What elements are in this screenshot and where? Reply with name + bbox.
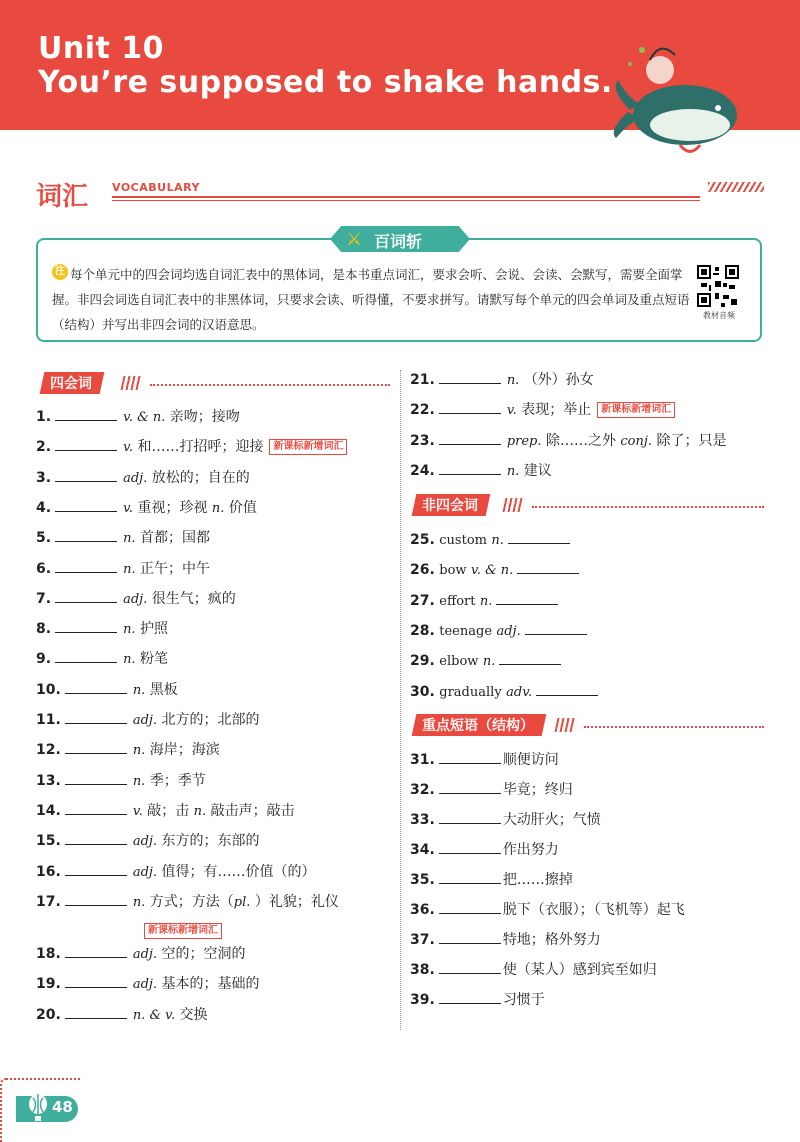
item-number: 9. xyxy=(36,651,52,668)
answer-blank[interactable] xyxy=(65,1005,127,1019)
item-number: 34. xyxy=(410,842,435,858)
english-word: effort xyxy=(439,593,476,609)
vocab-item xyxy=(36,1003,208,1027)
answer-blank[interactable] xyxy=(439,431,501,445)
answer-blank[interactable] xyxy=(65,831,127,845)
item-number: 5. xyxy=(36,530,52,547)
answer-blank[interactable] xyxy=(499,651,561,665)
meaning: 交换 xyxy=(179,1006,208,1023)
meaning: 顺便访问 xyxy=(502,752,559,768)
answer-blank[interactable] xyxy=(55,468,117,482)
non-four-item xyxy=(410,649,567,673)
item-number: 38. xyxy=(410,962,435,978)
part-of-speech: adj. xyxy=(132,977,158,993)
part-of-speech: n. xyxy=(132,894,146,910)
answer-blank[interactable] xyxy=(65,680,127,694)
qr-caption: 教材音频 xyxy=(703,311,735,320)
answer-blank[interactable] xyxy=(55,407,117,421)
answer-blank[interactable] xyxy=(439,930,501,944)
phrase-item xyxy=(410,778,573,802)
balloon-icon xyxy=(26,1094,50,1122)
vocab-item xyxy=(36,799,295,823)
answer-blank[interactable] xyxy=(65,944,127,958)
vocab-item xyxy=(36,435,347,459)
non-four-item xyxy=(410,528,576,552)
answer-blank[interactable] xyxy=(439,370,501,384)
header-rule-thin xyxy=(112,200,700,201)
part-of-speech: n. xyxy=(123,531,136,547)
note-tab-label: 百词斩 xyxy=(374,232,423,251)
answer-blank[interactable] xyxy=(508,530,570,544)
answer-blank[interactable] xyxy=(439,400,501,414)
meaning: 东方的；东部的 xyxy=(161,833,260,850)
tag-bars xyxy=(555,718,578,732)
item-number: 22. xyxy=(410,402,435,419)
meaning: 首都；国都 xyxy=(140,530,211,547)
vocab-item xyxy=(36,496,257,520)
item-number: 23. xyxy=(410,432,435,449)
part-of-speech: adj. xyxy=(123,591,148,607)
item-number: 29. xyxy=(410,653,435,670)
phrase-item xyxy=(410,868,573,892)
part-of-speech: n. xyxy=(123,561,136,577)
english-word: elbow xyxy=(439,654,479,670)
meaning-2: 敲击声；敲击 xyxy=(210,802,295,819)
meaning-2: 价值 xyxy=(228,499,257,516)
part-of-speech: n. xyxy=(123,622,136,638)
item-number: 13. xyxy=(36,772,61,789)
meaning: 亲吻；接吻 xyxy=(169,409,240,425)
part-of-speech: n. xyxy=(482,654,496,670)
item-number: 33. xyxy=(410,812,435,828)
answer-blank[interactable] xyxy=(439,750,501,764)
item-number: 11. xyxy=(36,712,61,728)
page-number: 48 xyxy=(52,1098,73,1116)
item-number: 20. xyxy=(36,1006,61,1023)
meaning: 大动肝火；气愤 xyxy=(502,812,601,828)
answer-blank[interactable] xyxy=(65,974,127,988)
meaning: 毕竟；终归 xyxy=(502,782,573,798)
meaning: 季；季节 xyxy=(149,772,206,789)
non-four-item xyxy=(410,680,604,704)
whale-illustration xyxy=(600,20,750,160)
meaning: 表现；举止 xyxy=(521,402,592,419)
answer-blank[interactable] xyxy=(439,461,501,475)
item-number: 10. xyxy=(36,681,61,698)
vocab-item xyxy=(410,459,552,483)
qr-code-icon[interactable] xyxy=(697,265,739,307)
meaning: 北方的；北部的 xyxy=(161,712,260,728)
part-of-speech: n. xyxy=(479,593,493,609)
answer-blank[interactable] xyxy=(55,589,117,603)
vocab-item xyxy=(410,398,675,422)
item-number: 28. xyxy=(410,622,435,639)
meaning: 海岸；海滨 xyxy=(149,742,220,759)
column-divider xyxy=(400,370,401,1030)
answer-blank[interactable] xyxy=(517,560,579,574)
item-number: 35. xyxy=(410,872,435,888)
unit-subtitle: You’re supposed to shake hands. xyxy=(38,65,613,100)
answer-blank[interactable] xyxy=(439,810,501,824)
answer-blank[interactable] xyxy=(55,619,117,633)
part-of-speech: adj. xyxy=(123,470,148,486)
part-of-speech-2: pl. xyxy=(233,894,251,910)
item-number: 31. xyxy=(410,752,435,768)
item-number: 3. xyxy=(36,469,52,486)
answer-blank[interactable] xyxy=(536,682,598,696)
part-of-speech: adj. xyxy=(132,713,158,728)
meaning: 重视；珍视 xyxy=(137,499,208,516)
vocab-item xyxy=(410,368,594,392)
answer-blank[interactable] xyxy=(439,900,501,914)
part-of-speech: adj. xyxy=(132,947,158,963)
note-dotted-right xyxy=(478,238,678,240)
vocab-item xyxy=(36,678,178,702)
item-number: 26. xyxy=(410,562,435,579)
new-vocab-badge: 新课标新增词汇 xyxy=(597,402,675,418)
vocab-item xyxy=(36,860,316,884)
item-number: 21. xyxy=(410,372,435,388)
meaning: 值得；有……价值（的） xyxy=(161,863,316,880)
part-of-speech: n. xyxy=(132,743,146,759)
vocab-item xyxy=(36,647,168,671)
note-dotted-left xyxy=(230,238,322,240)
answer-blank[interactable] xyxy=(55,649,117,663)
meaning: 护照 xyxy=(140,621,169,638)
answer-blank[interactable] xyxy=(439,870,501,884)
non-four-item xyxy=(410,589,564,613)
answer-blank[interactable] xyxy=(439,960,501,974)
phrase-item xyxy=(410,988,545,1012)
part-of-speech: adj. xyxy=(496,623,521,639)
answer-blank[interactable] xyxy=(65,862,127,876)
non-four-item xyxy=(410,558,585,582)
section-four-skill: 四会词 xyxy=(40,372,105,394)
meaning: 空的；空洞的 xyxy=(161,946,246,963)
phrase-item xyxy=(410,928,601,952)
unit-title xyxy=(38,32,613,100)
meaning-2: ）礼貌；礼仪 xyxy=(254,893,339,910)
vocabulary-title-zh: 词汇 xyxy=(36,182,89,212)
part-of-speech: v. xyxy=(123,500,133,516)
item-number: 27. xyxy=(410,592,435,609)
part-of-speech: n. xyxy=(132,682,146,698)
tag-dotted-line xyxy=(532,506,764,508)
part-of-speech-2: n. xyxy=(211,500,225,516)
answer-blank[interactable] xyxy=(439,990,501,1004)
vocab-item xyxy=(36,890,339,914)
meaning: 基本的；基础的 xyxy=(161,976,260,993)
item-number: 4. xyxy=(36,499,52,516)
header-stripes xyxy=(708,182,764,192)
note-tab xyxy=(330,226,470,252)
slash-icon: ⚔ xyxy=(346,229,363,250)
part-of-speech: v. xyxy=(132,803,143,819)
item-number: 12. xyxy=(36,742,61,759)
phrase-item xyxy=(410,838,559,862)
vocab-item xyxy=(36,972,260,996)
vocab-item xyxy=(36,557,210,581)
item-number: 36. xyxy=(410,902,435,918)
item-number: 19. xyxy=(36,976,61,993)
answer-blank[interactable] xyxy=(525,621,587,635)
item-number: 14. xyxy=(36,802,61,819)
tag-dotted-line xyxy=(150,384,390,386)
answer-blank[interactable] xyxy=(55,559,117,573)
part-of-speech: adv. xyxy=(506,684,533,700)
vocab-item xyxy=(36,942,246,966)
non-four-item xyxy=(410,619,593,643)
item-number: 39. xyxy=(410,992,435,1008)
unit-number: Unit 10 xyxy=(38,31,165,66)
item-number: 16. xyxy=(36,863,61,880)
note-mark-icon: 注 xyxy=(52,264,68,280)
part-of-speech: n. & v. xyxy=(132,1007,176,1023)
new-vocab-badge: 新课标新增词汇 xyxy=(269,439,347,455)
vocab-item xyxy=(36,405,240,429)
part-of-speech: v. & n. xyxy=(471,563,514,579)
english-word: teenage xyxy=(439,623,493,639)
answer-blank[interactable] xyxy=(55,498,117,512)
vocab-item xyxy=(36,769,206,793)
vocab-item xyxy=(36,708,260,732)
item-number: 30. xyxy=(410,683,435,700)
meaning: 很生气；疯的 xyxy=(151,590,236,607)
part-of-speech: v. xyxy=(506,403,517,419)
new-vocab-badge-17: 新课标新增词汇 xyxy=(138,920,222,939)
vocab-item xyxy=(36,617,168,641)
vocab-item xyxy=(36,738,220,762)
part-of-speech: adj. xyxy=(132,834,158,850)
answer-blank[interactable] xyxy=(55,437,117,451)
item-number: 2. xyxy=(36,439,52,456)
answer-blank[interactable] xyxy=(439,840,501,854)
vocab-item xyxy=(36,829,260,853)
phrase-item xyxy=(410,898,685,922)
vocabulary-header xyxy=(36,172,766,212)
meaning: 正午；中午 xyxy=(140,560,211,577)
answer-blank[interactable] xyxy=(65,710,127,724)
page-number-tab xyxy=(16,1090,76,1120)
meaning: 和……打招呼；迎接 xyxy=(137,439,264,456)
item-number: 6. xyxy=(36,560,52,577)
part-of-speech: n. xyxy=(123,652,136,668)
meaning: 习惯于 xyxy=(502,992,545,1008)
part-of-speech: n. xyxy=(132,773,146,789)
phrase-item xyxy=(410,808,601,832)
part-of-speech: adj. xyxy=(132,864,158,880)
item-number: 15. xyxy=(36,833,61,850)
part-of-speech: v. xyxy=(123,440,133,456)
phrase-item xyxy=(410,958,657,982)
answer-blank[interactable] xyxy=(65,892,127,906)
part-of-speech: n. xyxy=(506,463,520,479)
english-word: bow xyxy=(439,563,467,579)
meaning: 黑板 xyxy=(149,681,178,698)
item-number: 7. xyxy=(36,590,52,607)
meaning: （外）孙女 xyxy=(523,372,594,388)
part-of-speech: v. & n. xyxy=(123,410,166,425)
vocab-item xyxy=(36,466,250,490)
header-rule xyxy=(112,196,700,198)
item-number: 37. xyxy=(410,932,435,948)
part-of-speech-2: conj. xyxy=(620,433,653,449)
meaning: 建议 xyxy=(523,462,552,479)
section-non-four-skill: 非四会词 xyxy=(412,494,491,516)
item-number: 32. xyxy=(410,782,435,798)
vocab-item xyxy=(36,587,236,611)
phrase-item xyxy=(410,748,559,772)
item-number: 1. xyxy=(36,409,52,425)
vocab-item xyxy=(410,429,727,453)
item-number: 18. xyxy=(36,946,61,963)
answer-blank[interactable] xyxy=(439,780,501,794)
tag-bars xyxy=(121,376,144,390)
meaning: 把……擦掉 xyxy=(502,872,573,888)
answer-blank[interactable] xyxy=(55,528,117,542)
item-number: 24. xyxy=(410,462,435,479)
meaning-2: 除了；只是 xyxy=(656,432,727,449)
tag-dotted-line xyxy=(584,726,764,728)
part-of-speech: prep. xyxy=(506,433,542,449)
tag-bars xyxy=(503,498,526,512)
part-of-speech-2: n. xyxy=(193,803,207,819)
answer-blank[interactable] xyxy=(65,801,127,815)
vocabulary-title-en: VOCABULARY xyxy=(112,181,200,194)
meaning: 作出努力 xyxy=(502,842,559,858)
english-word: gradually xyxy=(439,684,502,700)
meaning: 脱下（衣服）；（飞机等）起飞 xyxy=(502,902,685,918)
answer-blank[interactable] xyxy=(496,591,558,605)
item-number: 25. xyxy=(410,532,435,548)
meaning: 敲；击 xyxy=(147,802,190,819)
item-number: 17. xyxy=(36,893,61,910)
meaning: 方式；方法（ xyxy=(149,893,234,910)
answer-blank[interactable] xyxy=(65,740,127,754)
meaning: 放松的；自在的 xyxy=(151,469,250,486)
part-of-speech: n. xyxy=(491,533,504,548)
answer-blank[interactable] xyxy=(65,771,127,785)
note-text: 每个单元中的四会词均选自词汇表中的黑体词，是本书重点词汇，要求会听、会说、会读、会默写，需要全面掌握。非四会词选自词汇表中的非黑体词，只要求会读、听得懂，不要求拼写。请默写每个单元的四会单词及重点短语（结构）并写出非四会词的汉语意思。 xyxy=(52,267,690,332)
english-word: custom xyxy=(439,533,487,548)
meaning: 特地；格外努力 xyxy=(502,932,601,948)
meaning: 粉笔 xyxy=(140,651,169,668)
vocab-item xyxy=(36,526,210,550)
item-number: 8. xyxy=(36,621,52,638)
meaning: 使（某人）感到宾至如归 xyxy=(502,962,657,978)
meaning: 除……之外 xyxy=(545,432,616,449)
section-key-phrases: 重点短语（结构） xyxy=(412,714,547,736)
part-of-speech: n. xyxy=(506,373,520,388)
